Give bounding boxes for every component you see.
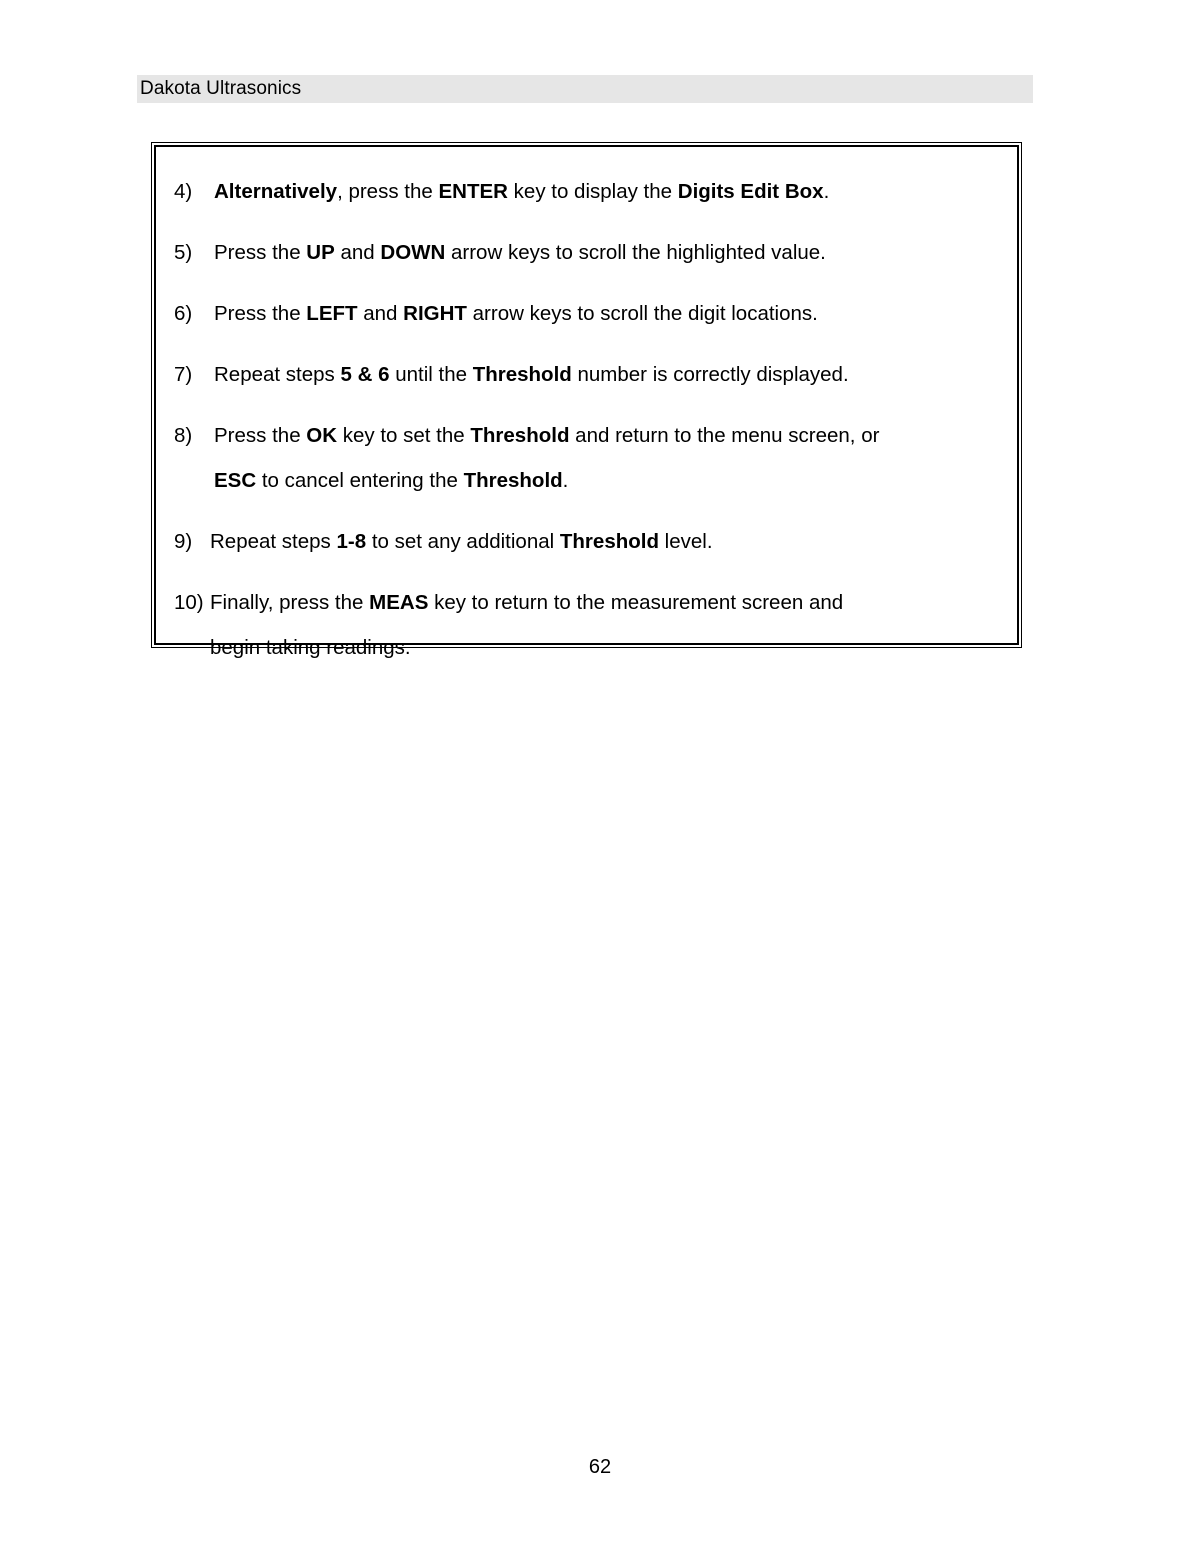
emphasis-text: MEAS	[369, 591, 429, 614]
plain-text: Repeat steps	[214, 363, 341, 386]
emphasis-text: Threshold	[559, 530, 659, 553]
step-number: 7)	[174, 363, 193, 386]
step-text	[214, 230, 999, 275]
emphasis-text: UP	[306, 241, 335, 264]
instruction-step-list	[174, 169, 999, 670]
plain-text: key to display the	[507, 180, 678, 203]
emphasis-text: Threshold	[472, 363, 572, 386]
step-text	[214, 413, 999, 503]
step-text	[210, 580, 999, 670]
plain-text: key to return to the measurement screen and	[428, 591, 844, 614]
instruction-box-inner	[154, 145, 1019, 659]
emphasis-text: 5 & 6	[340, 363, 390, 386]
plain-text: Press the	[214, 302, 307, 325]
plain-text: Press the	[214, 424, 307, 447]
plain-text: level.	[658, 530, 713, 553]
emphasis-text: Threshold	[470, 424, 570, 447]
plain-text: and return to the menu screen, or	[569, 424, 880, 447]
step-number: 6)	[174, 302, 193, 325]
plain-text: until the	[389, 363, 473, 386]
page-number: 62	[588, 1456, 612, 1478]
plain-text: key to set the	[337, 424, 471, 447]
step-number: 10)	[174, 591, 204, 614]
instruction-step	[174, 169, 999, 214]
emphasis-text: ENTER	[438, 180, 508, 203]
step-text-line	[214, 413, 999, 458]
instruction-step	[174, 580, 999, 670]
step-text	[214, 169, 999, 214]
step-text-line	[214, 169, 999, 214]
plain-text: Finally, press the	[210, 591, 370, 614]
step-number: 8)	[174, 424, 193, 447]
instruction-step	[174, 352, 999, 397]
instruction-box	[151, 142, 1022, 659]
plain-text: arrow keys to scroll the digit locations.	[466, 302, 818, 325]
plain-text: Press the	[214, 241, 307, 264]
instruction-step	[174, 519, 999, 564]
page-header	[137, 75, 1033, 103]
instruction-step	[174, 230, 999, 275]
emphasis-text: 1-8	[336, 530, 367, 553]
plain-text: arrow keys to scroll the highlighted value.	[445, 241, 826, 264]
emphasis-text: LEFT	[306, 302, 358, 325]
emphasis-text: Alternatively	[214, 180, 338, 203]
plain-text: .	[823, 180, 830, 203]
step-text-line	[214, 352, 999, 397]
plain-text: and	[334, 241, 381, 264]
emphasis-text: Digits Edit Box	[677, 180, 824, 203]
step-text-line	[214, 458, 999, 503]
step-text-line	[214, 291, 999, 336]
step-text-line	[210, 625, 999, 670]
emphasis-text: RIGHT	[403, 302, 467, 325]
plain-text: , press the	[337, 180, 439, 203]
plain-text: number is correctly displayed.	[571, 363, 849, 386]
plain-text: and	[357, 302, 404, 325]
step-text-line	[210, 519, 999, 564]
emphasis-text: ESC	[214, 469, 257, 492]
step-text	[214, 352, 999, 397]
instruction-step	[174, 291, 999, 336]
plain-text: begin taking readings.	[210, 636, 411, 659]
plain-text: to set any additional	[366, 530, 560, 553]
step-number: 9)	[174, 530, 193, 553]
emphasis-text: DOWN	[380, 241, 446, 264]
plain-text: to cancel entering the	[256, 469, 464, 492]
step-number: 4)	[174, 180, 193, 203]
step-text	[214, 291, 999, 336]
emphasis-text: Threshold	[463, 469, 563, 492]
instruction-step	[174, 413, 999, 503]
step-text-line	[210, 580, 999, 625]
header-title: Dakota Ultrasonics	[140, 78, 302, 99]
step-text-line	[214, 230, 999, 275]
plain-text: Repeat steps	[210, 530, 337, 553]
plain-text: .	[562, 469, 569, 492]
step-number: 5)	[174, 241, 193, 264]
emphasis-text: OK	[306, 424, 338, 447]
step-text	[210, 519, 999, 564]
